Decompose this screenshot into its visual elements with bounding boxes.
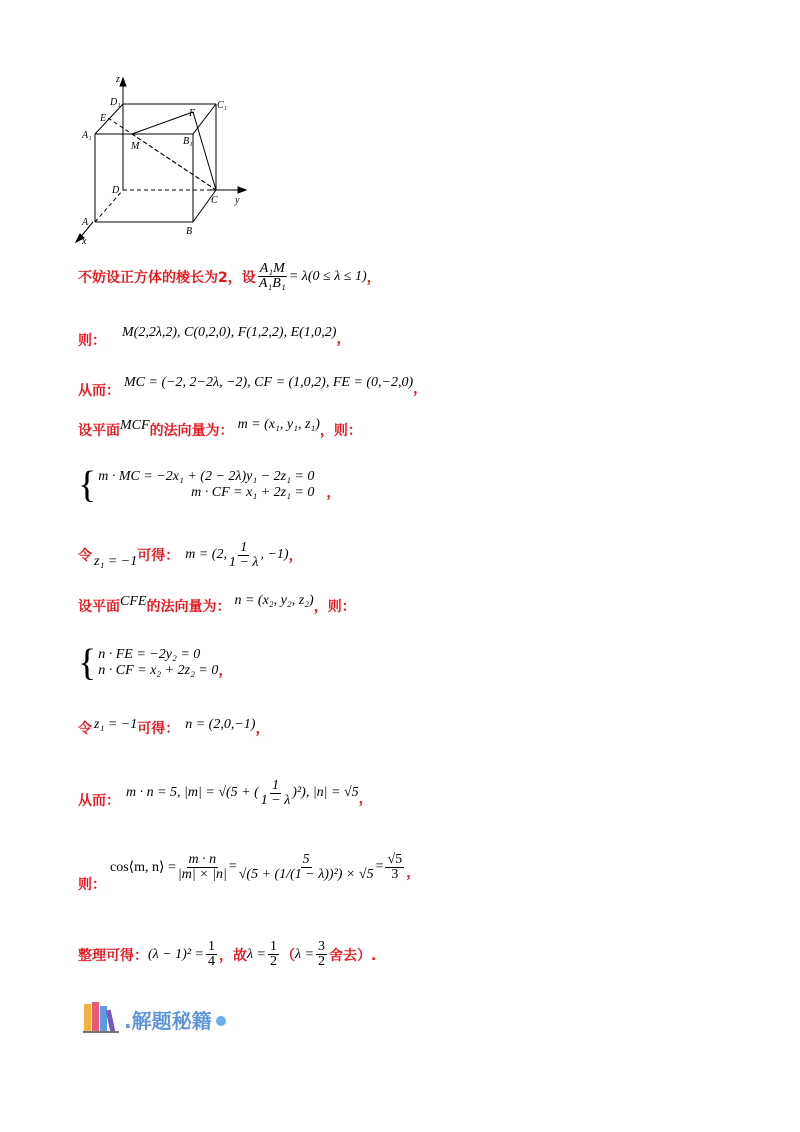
label-d1: D₁ bbox=[110, 97, 121, 108]
section-header bbox=[82, 1000, 226, 1034]
label-f: F bbox=[189, 108, 196, 119]
label-e: E bbox=[100, 113, 107, 124]
line-7: 设平面 CFE 的法向量为： n = (x₂, y₂, z₂) ，则： bbox=[78, 593, 356, 615]
line-8-system: { n · FE = −2y₂ = 0 n · CF = x₂ + 2z₂ = 0 ， bbox=[78, 642, 233, 684]
line-3: 从而： MC = (−2, 2−2λ, −2), CF = (1,0,2), FE = (0,−2,0) ， bbox=[78, 375, 428, 399]
label-c: C bbox=[211, 195, 218, 206]
line-6: 令 z₁ = −1 可得： m = (2, $\frac{1}{1 - \lambda}$ , −1) ， bbox=[78, 539, 303, 570]
label-a: A bbox=[82, 217, 89, 228]
label-b1: B₁ bbox=[183, 136, 193, 147]
label-d: D bbox=[112, 185, 120, 196]
books-icon bbox=[82, 1000, 122, 1034]
label-b: B bbox=[186, 226, 193, 237]
line-4: 设平面 MCF 的法向量为： m = (x₁, y₁, z₁) ，则： bbox=[78, 417, 362, 439]
line-5-system: { m · MC = −2x₁ + (2 − 2λ)y₁ − 2z₁ = 0 m · CF = x₁ + 2z₁ = 0 ， bbox=[78, 464, 341, 506]
label-z: z bbox=[116, 74, 120, 85]
line-9: 令 z₁ = −1 可得： n = (2,0,−1) ， bbox=[78, 717, 270, 737]
dot-icon bbox=[216, 1016, 226, 1026]
cube-diagram bbox=[70, 72, 260, 252]
line-2: 则： M(2,2λ,2), C(0,2,0), F(1,2,2), E(1,0,2) ， bbox=[78, 325, 351, 349]
label-c1: C₁ bbox=[217, 100, 228, 111]
line-1: 不妨设正方体的棱长为2，设 $\frac{\text{A₁M}}{\text{A₁B₁}}$ = λ(0 ≤ λ ≤ 1) ， bbox=[78, 261, 381, 291]
ratio-fraction: $\frac{\text{A₁M}}{\text{A₁B₁}}$ bbox=[258, 261, 286, 291]
line-11: 则： cos⟨m, n⟩ = $\frac{m \cdot n}{|m| \times |n|}$ = $\frac{5}{\text{√(5 + (1/(1 − λ))²) × √5}}$ = $\frac{√5}{3}$ ， bbox=[78, 851, 421, 893]
label-y: y bbox=[235, 195, 240, 206]
label-x: x bbox=[82, 236, 87, 247]
line-10: 从而： m · n = 5, |m| = √(5 + ( $\frac{1}{1 - \lambda}$ )²), |n| = √5 ， bbox=[78, 777, 373, 809]
section-title: .解题秘籍 bbox=[124, 1009, 212, 1033]
label-m: M bbox=[131, 141, 140, 152]
line-12: 整理可得： (λ − 1)² = $\frac{1}{4}$ ，故 λ = $\frac{1}{2}$ （ λ = $\frac{3}{2}$ 舍去）. bbox=[78, 939, 377, 969]
label-a1: A₁ bbox=[82, 130, 92, 141]
